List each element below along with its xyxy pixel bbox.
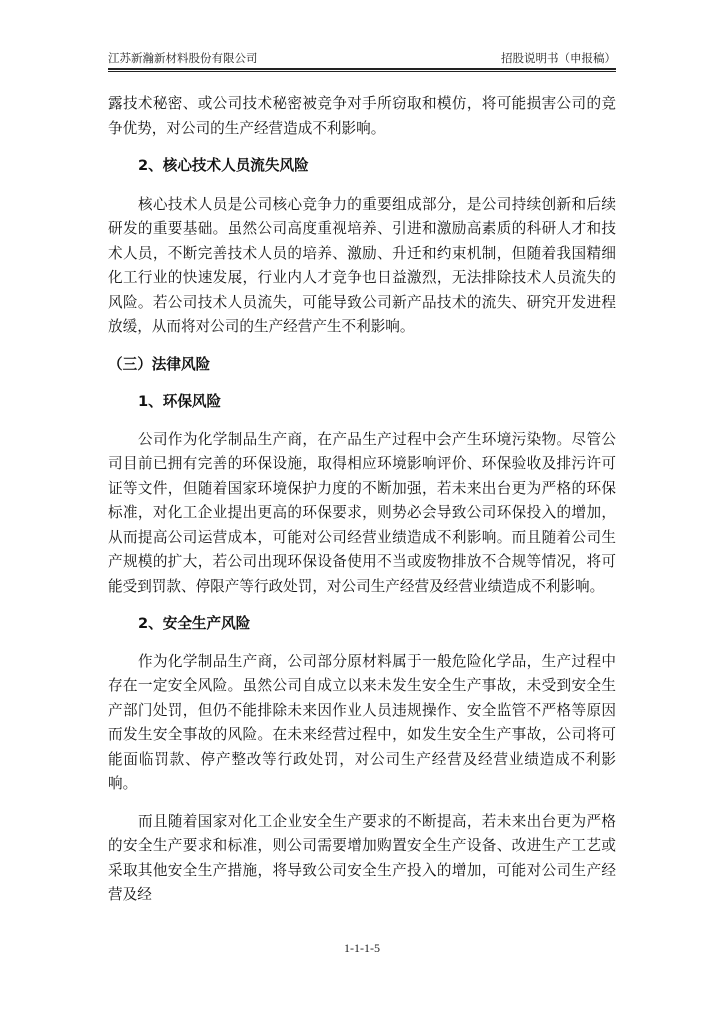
heading-environmental-risk: 1、环保风险 (138, 393, 222, 410)
page-body (108, 92, 616, 908)
page-number: 1-1-1-5 (344, 941, 380, 955)
header-company-name: 江苏新瀚新材料股份有限公司 (108, 51, 258, 65)
heading-core-staff-risk: 2、核心技术人员流失风险 (138, 157, 309, 174)
heading-safety-risk: 2、安全生产风险 (138, 615, 251, 632)
page-header (108, 48, 616, 66)
header-rule-thin (108, 71, 616, 72)
paragraph-safety-risk-1: 作为化学制品生产商，公司部分原材料属于一般危险化学品，生产过程中存在一定安全风险。虽然公司自成立以来未发生安全生产事故，未受到安全生产部门处罚，但仍不能排除未来因作业人员违规操作、安全监管不严格等原因而发生安全事故的风险。在未来经营过程中，如发生安全生产事故，公司将可能面临罚款、停产整改等行政处罚，对公司生产经营及经营业绩造成不利影响。 (108, 652, 616, 792)
heading-legal-risk: （三）法律风险 (108, 355, 211, 373)
paragraph-core-staff-risk: 核心技术人员是公司核心竞争力的重要组成部分，是公司持续创新和后续研发的重要基础。虽然公司高度重视培养、引进和激励高素质的科研人才和技术人员，不断完善技术人员的培养、激励、升迁和约束机制，但随着我国精细化工行业的快速发展，行业内人才竞争也日益激烈，无法排除技术人员流失的风险。若公司技术人员流失，可能导致公司新产品技术的流失、研究开发进程放缓，从而将对公司的生产经营产生不利影响。 (108, 195, 616, 335)
paragraph-intro: 露技术秘密、或公司技术秘密被竞争对手所窃取和模仿，将可能损害公司的竞争优势，对公司的生产经营造成不利影响。 (108, 95, 616, 137)
header-rule-thick (108, 68, 616, 70)
header-document-type: 招股说明书（申报稿） (501, 51, 616, 65)
paragraph-safety-risk-2: 而且随着国家对化工企业安全生产要求的不断提高，若未来出台更为严格的安全生产要求和标准，则公司需要增加购置安全生产设备、改进生产工艺或采取其他安全生产措施，将导致公司安全生产投入的增加，可能对公司生产经营及经 (108, 812, 616, 903)
paragraph-environmental-risk: 公司作为化学制品生产商，在产品生产过程中会产生环境污染物。尽管公司目前已拥有完善的环保设施，取得相应环境影响评价、环保验收及排污许可证等文件，但随着国家环境保护力度的不断加强，若未来出台更为严格的环保标准，对化工企业提出更高的环保要求，则势必会导致公司环保投入的增加，从而提高公司运营成本，可能对公司经营业绩造成不利影响。而且随着公司生产规模的扩大，若公司出现环保设备使用不当或废物排放不合规等情况，将可能受到罚款、停限产等行政处罚，对公司生产经营及经营业绩造成不利影响。 (108, 430, 616, 595)
